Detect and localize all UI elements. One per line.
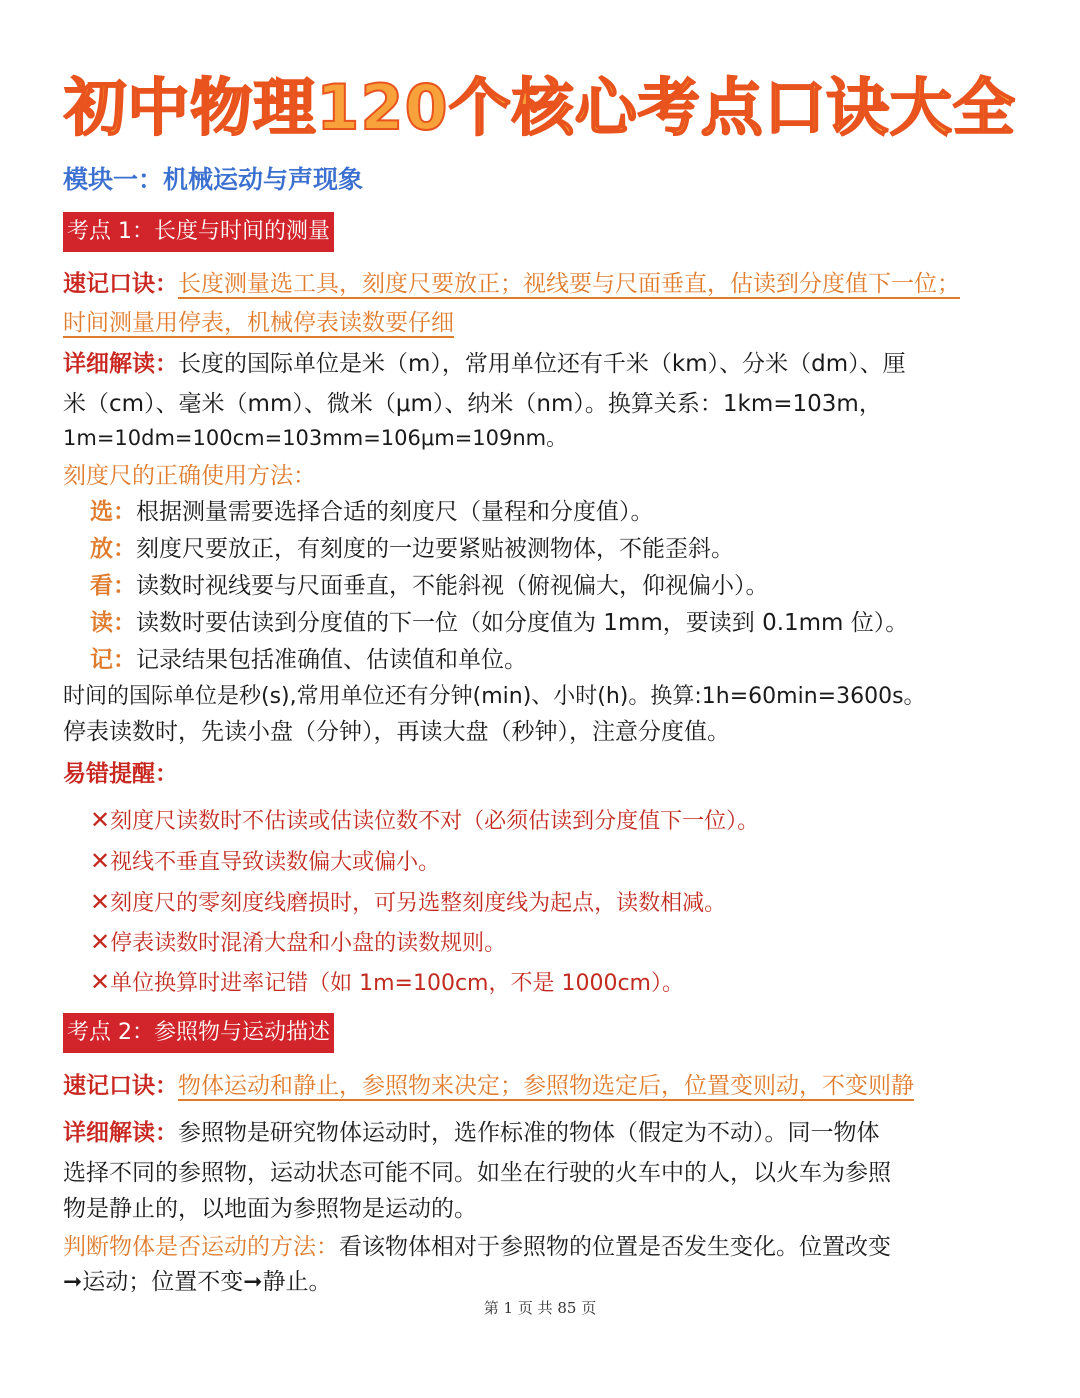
page-title: 初中物理120个核心考点口诀大全	[64, 71, 1016, 144]
cross-icon: ✕	[90, 806, 111, 834]
mnemonic-label: 速记口诀：	[63, 271, 178, 297]
cross-icon: ✕	[90, 888, 111, 916]
cross-icon: ✕	[90, 928, 111, 956]
detail-label: 详细解读：	[63, 1120, 178, 1146]
point-1-detail-line-3: 1m=10dm=100cm=103mm=106μm=109nm。	[63, 426, 568, 450]
mnemonic-text: 时间测量用停表，机械停表读数要仔细	[63, 310, 454, 336]
mnemonic-text: 物体运动和静止，参照物来决定；参照物选定后，位置变则动，不变则静	[178, 1073, 914, 1099]
point-2-detail-line-2: 选择不同的参照物，运动状态可能不同。如坐在行驶的火车中的人，以火车为参照	[63, 1160, 891, 1186]
judge-label: 判断物体是否运动的方法：	[63, 1234, 339, 1260]
point-1-mnemonic-line-1	[63, 266, 960, 302]
page-footer: 第 1 页 共 85 页	[483, 1299, 597, 1317]
error-item: ✕单位换算时进率记错（如 1m=100cm，不是 1000cm）。	[90, 968, 684, 996]
point-2-mnemonic-line	[63, 1068, 914, 1104]
point-2-detail-line-3: 物是静止的，以地面为参照物是运动的。	[63, 1196, 477, 1222]
time-unit-line: 时间的国际单位是秒(s),常用单位还有分钟(min)、小时(h)。换算:1h=60min=3600s。	[63, 684, 926, 709]
detail-text: 参照物是研究物体运动时，选作标准的物体（假定为不动）。同一物体	[178, 1120, 880, 1146]
step-item: 读：读数时要估读到分度值的下一位（如分度值为 1mm，要读到 0.1mm 位）。	[90, 610, 909, 636]
point-1-mnemonic-line-2	[63, 305, 454, 341]
point-2-header: 考点 2：参照物与运动描述	[63, 1013, 334, 1053]
error-item: ✕刻度尺读数时不估读或估读位数不对（必须估读到分度值下一位）。	[90, 806, 760, 834]
judge-line-1: 判断物体是否运动的方法：看该物体相对于参照物的位置是否发生变化。位置改变	[63, 1234, 891, 1260]
error-label: 易错提醒：	[63, 761, 178, 787]
module-heading: 模块一：机械运动与声现象	[63, 165, 364, 194]
point-2-detail-line-1	[63, 1115, 880, 1151]
mnemonic-label: 速记口诀：	[63, 1073, 178, 1099]
point-1-header: 考点 1：长度与时间的测量	[63, 212, 334, 252]
cross-icon: ✕	[90, 968, 111, 996]
mnemonic-text: 长度测量选工具，刻度尺要放正；视线要与尺面垂直，估读到分度值下一位；	[178, 271, 960, 297]
error-item: ✕停表读数时混淆大盘和小盘的读数规则。	[90, 928, 507, 956]
stopwatch-line: 停表读数时，先读小盘（分钟），再读大盘（秒钟），注意分度值。	[63, 719, 730, 745]
error-item: ✕刻度尺的零刻度线磨损时，可另选整刻度线为起点，读数相减。	[90, 888, 727, 916]
detail-text: 长度的国际单位是米（m），常用单位还有千米（km）、分米（dm）、厘	[178, 351, 906, 377]
step-item: 选：根据测量需要选择合适的刻度尺（量程和分度值）。	[90, 499, 654, 525]
step-item: 记：记录结果包括准确值、估读值和单位。	[90, 647, 527, 673]
point-1-detail-line-1	[63, 346, 906, 382]
point-1-detail-line-2: 米（cm）、毫米（mm）、微米（μm）、纳米（nm）。换算关系：1km=103m，	[63, 391, 882, 417]
detail-label: 详细解读：	[63, 351, 178, 377]
step-item: 放：刻度尺要放正，有刻度的一边要紧贴被测物体，不能歪斜。	[90, 536, 734, 562]
judge-line-2: ➞运动；位置不变➞静止。	[63, 1269, 332, 1295]
cross-icon: ✕	[90, 847, 111, 875]
step-item: 看：读数时视线要与尺面垂直，不能斜视（俯视偏大，仰视偏小）。	[90, 573, 769, 599]
method-label: 刻度尺的正确使用方法：	[63, 463, 316, 489]
error-item: ✕视线不垂直导致读数偏大或偏小。	[90, 847, 441, 875]
